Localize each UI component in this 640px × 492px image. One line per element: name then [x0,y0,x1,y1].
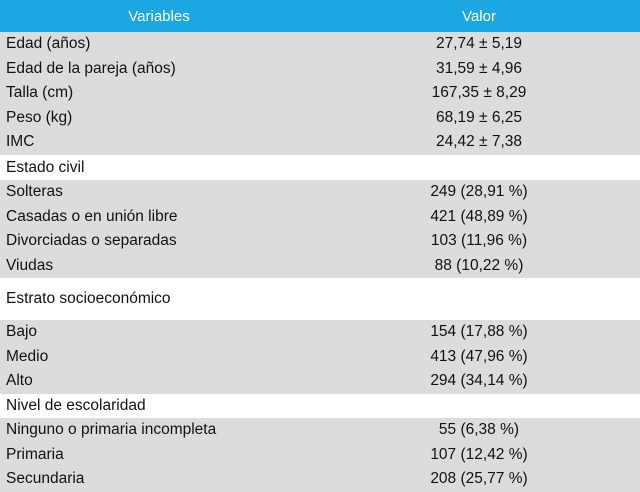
row-label: Divorciadas o separadas [6,232,177,250]
row-value: 154 (17,88 %) [430,323,528,341]
row-value: 103 (11,96 %) [430,232,528,250]
row-value: 68,19 ± 6,25 [435,108,523,126]
row-label: Talla (cm) [6,84,74,102]
table-row [0,320,640,345]
table-row [0,443,640,468]
row-label: Secundaria [6,470,85,488]
row-label: IMC [6,133,35,151]
table-row [0,254,640,279]
row-label: Medio [6,347,49,365]
section-heading: Estado civil [6,158,85,176]
table-body [0,32,640,492]
row-value: 24,42 ± 7,38 [435,133,523,151]
row-label: Peso (kg) [6,108,73,126]
table-header [0,0,640,32]
table-row [0,81,640,106]
table-row [0,205,640,230]
table-row [0,229,640,254]
row-label: Primaria [6,445,64,463]
table-row [0,130,640,155]
header-value: Valor [462,7,496,25]
row-value: 31,59 ± 4,96 [435,59,523,77]
row-label: Casadas o en unión libre [6,207,178,225]
table-row [0,156,640,181]
row-value: 249 (28,91 %) [430,183,528,201]
row-value: 107 (12,42 %) [430,445,528,463]
row-value: 88 (10,22 %) [434,256,524,274]
table-row [0,106,640,131]
row-label: Alto [6,372,33,390]
table-row [0,418,640,443]
table-row [0,369,640,394]
table-row [0,278,640,320]
table-row [0,394,640,419]
row-label: Edad de la pareja (años) [6,59,176,77]
row-value: 413 (47,96 %) [430,347,528,365]
section-heading: Nivel de escolaridad [6,396,146,414]
table-row [0,180,640,205]
row-value: 421 (48,89 %) [430,207,528,225]
row-value: 208 (25,77 %) [430,470,528,488]
table-row [0,345,640,370]
row-value: 55 (6,38 %) [438,421,520,439]
section-heading: Estrato socioeconómico [6,290,171,307]
row-label: Ninguno o primaria incompleta [6,421,217,439]
header-variables: Variables [128,7,190,25]
table-row [0,57,640,82]
row-value: 167,35 ± 8,29 [431,84,527,102]
table-row [0,32,640,57]
row-value: 27,74 ± 5,19 [435,35,523,53]
row-label: Solteras [6,183,63,201]
row-label: Edad (años) [6,35,91,53]
row-label: Viudas [6,256,54,274]
row-value: 294 (34,14 %) [430,372,528,390]
table-row [0,467,640,492]
row-label: Bajo [6,323,38,341]
